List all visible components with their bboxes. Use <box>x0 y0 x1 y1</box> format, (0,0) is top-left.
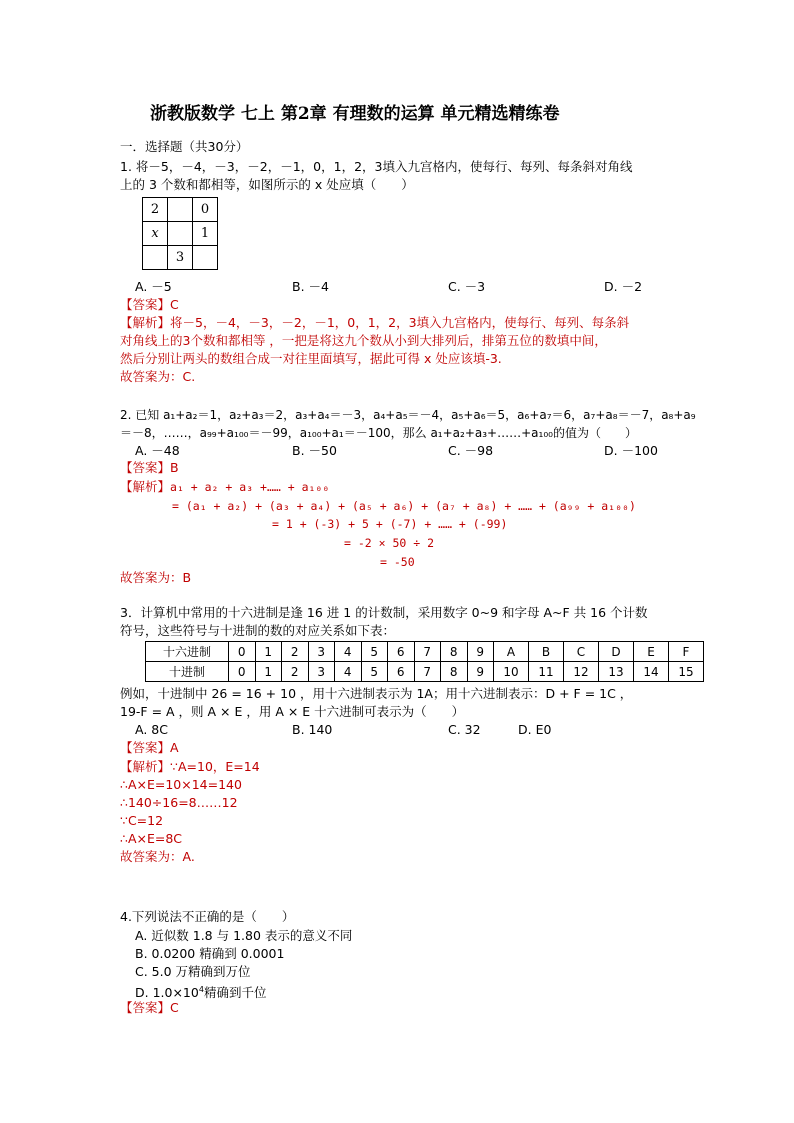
q3-stem-line3: 例如，十进制中 26 = 16 + 10 ，用十六进制表示为 1A；用十六进制表示：D + F = 1C ， <box>120 686 633 701</box>
section-heading: 一．选择题（共30分） <box>120 139 249 154</box>
hex-cell: C <box>564 642 599 662</box>
q1-option-b: B. －4 <box>292 279 329 294</box>
q3-analysis-line2: ∴A×E=10×14=140 <box>120 777 242 792</box>
answer-tag: 【答案】 <box>120 297 171 312</box>
hex-cell: D <box>599 642 634 662</box>
q2-answer <box>120 460 179 476</box>
hex-cell: B <box>529 642 564 662</box>
hex-cell: 8 <box>441 642 468 662</box>
grid-cell: 1 <box>193 222 218 246</box>
grid-cell: 3 <box>168 246 193 270</box>
answer-tag: 【答案】 <box>120 740 171 755</box>
q4-option-d <box>135 982 266 1001</box>
q2-analysis-step5: = -50 <box>380 555 415 569</box>
q2-analysis-step4: = -2 × 50 ÷ 2 <box>344 536 435 550</box>
hex-cell: 5 <box>361 642 388 662</box>
hex-cell: 0 <box>229 662 256 682</box>
hex-cell: 0 <box>229 642 256 662</box>
q2-analysis-step2: = (a₁ + a₂) + (a₃ + a₄) + (a₅ + a₆) + (a₇ + a₈) + …… + (a₉₉ + a₁₀₀) <box>172 499 636 513</box>
hex-table <box>145 641 704 682</box>
q1-stem-line1: 1. 将－5，－4，－3，－2，－1，0，1，2，3填入九宫格内，使每行、每列、每条斜对角线 <box>120 159 633 174</box>
grid-cell: x <box>143 222 168 246</box>
hex-cell: 6 <box>388 662 415 682</box>
page-title: 浙教版数学 七上 第2章 有理数的运算 单元精选精练卷 <box>150 104 560 124</box>
hex-cell: 9 <box>467 642 494 662</box>
grid-cell: 0 <box>193 198 218 222</box>
analysis-tag: 【解析】 <box>120 315 171 330</box>
hex-cell: 10 <box>494 662 529 682</box>
hex-cell: F <box>669 642 704 662</box>
q1-option-a: A. －5 <box>135 279 172 294</box>
hex-cell: 4 <box>335 642 362 662</box>
hex-cell: 8 <box>441 662 468 682</box>
answer-value: A <box>170 740 179 755</box>
q3-analysis-line1 <box>120 759 260 775</box>
hex-row-label: 十进制 <box>146 662 229 682</box>
q3-analysis-line3: ∴140÷16=8……12 <box>120 795 238 810</box>
hex-cell: 6 <box>388 642 415 662</box>
q1-option-d: D. －2 <box>604 279 643 294</box>
q4-stem: 4.下列说法不正确的是（ ） <box>120 909 295 924</box>
q2-stem-line2: ＝－8，……，a₉₉+a₁₀₀＝－99，a₁₀₀+a₁＝－100，那么 a₁+a₂+a₃+……+a₁₀₀的值为（ ） <box>120 426 637 440</box>
grid-row <box>143 246 218 270</box>
answer-value: C <box>170 1000 179 1015</box>
q2-stem-line1: 2. 已知 a₁+a₂＝1，a₂+a₃＝2，a₃+a₄＝－3，a₄+a₅＝－4，a₅+a₆＝5，a₆+a₇＝6，a₇+a₈＝－7，a₈+a₉ <box>120 408 696 422</box>
q4-answer <box>120 1000 179 1016</box>
q1-analysis-line1 <box>120 315 629 331</box>
hex-cell: 3 <box>308 642 335 662</box>
q3-option-a: A. 8C <box>135 722 168 737</box>
q3-option-c: C. 32 <box>448 722 481 737</box>
hex-cell: 12 <box>564 662 599 682</box>
hex-cell: 1 <box>255 662 282 682</box>
q3-stem-line1: 3．计算机中常用的十六进制是逢 16 进 1 的计数制，采用数字 0~9 和字母 A~F 共 16 个计数 <box>120 605 648 620</box>
grid-cell <box>168 198 193 222</box>
q2-analysis-step3: = 1 + (-3) + 5 + (-7) + …… + (-99) <box>272 517 508 531</box>
hex-cell: 15 <box>669 662 704 682</box>
grid-cell <box>168 222 193 246</box>
q4-option-b: B. 0.0200 精确到 0.0001 <box>135 946 285 961</box>
grid-row <box>143 222 218 246</box>
grid-cell <box>193 246 218 270</box>
analysis-tag: 【解析】 <box>120 759 171 774</box>
answer-tag: 【答案】 <box>120 1000 171 1015</box>
hex-cell: 5 <box>361 662 388 682</box>
q1-analysis-line2: 对角线上的3个数和都相等 ，一把是将这九个数从小到大排列后，排第五位的数填中间， <box>120 333 607 348</box>
hex-cell: 3 <box>308 662 335 682</box>
q3-option-d: D. E0 <box>518 722 552 737</box>
q2-option-b: B. －50 <box>292 443 337 458</box>
q3-conclusion: 故答案为：A. <box>120 849 195 864</box>
q3-answer <box>120 740 179 756</box>
hex-cell: 11 <box>529 662 564 682</box>
answer-tag: 【答案】 <box>120 460 171 475</box>
hex-row-label: 十六进制 <box>146 642 229 662</box>
grid-cell <box>143 246 168 270</box>
q3-stem-line4: 19-F = A ，则 A × E ，用 A × E 十六进制可表示为（ ） <box>120 704 465 719</box>
exponent: 4 <box>198 985 204 994</box>
hex-cell: 2 <box>282 642 309 662</box>
analysis-step: a₁ + a₂ + a₃ +…… + a₁₀₀ <box>170 480 330 494</box>
hex-cell: 14 <box>634 662 669 682</box>
option-text: D. 1.0×10 <box>135 985 199 1001</box>
q1-answer <box>120 297 179 313</box>
answer-value: B <box>170 460 179 475</box>
magic-square-grid <box>142 197 218 270</box>
q1-stem-line2: 上的 3 个数和都相等，如图所示的 x 处应填（ ） <box>120 177 414 192</box>
q4-option-a: A. 近似数 1.8 与 1.80 表示的意义不同 <box>135 928 353 943</box>
hex-cell: 1 <box>255 642 282 662</box>
analysis-text: 将－5，－4，－3，－2，－1，0，1，2，3填入九宫格内，使每行、每列、每条斜 <box>170 315 630 330</box>
hex-cell: 13 <box>599 662 634 682</box>
q4-option-c: C. 5.0 万精确到万位 <box>135 964 251 979</box>
q1-analysis-line3: 然后分别让两头的数组合成一对往里面填写，据此可得 x 处应该填-3. <box>120 351 502 366</box>
hex-cell: E <box>634 642 669 662</box>
hex-cell: 9 <box>467 662 494 682</box>
q3-option-b: B. 140 <box>292 722 333 737</box>
hex-cell: 7 <box>414 642 441 662</box>
hex-cell: 7 <box>414 662 441 682</box>
q1-conclusion: 故答案为：C. <box>120 369 196 384</box>
hex-row <box>146 662 704 682</box>
q2-option-c: C. －98 <box>448 443 494 458</box>
analysis-tag: 【解析】 <box>120 479 171 494</box>
hex-cell: A <box>494 642 529 662</box>
q3-stem-line2: 符号，这些符号与十进制的数的对应关系如下表： <box>120 623 396 638</box>
grid-row <box>143 198 218 222</box>
grid-cell: 2 <box>143 198 168 222</box>
q2-option-d: D. －100 <box>604 443 658 458</box>
q3-analysis-line4: ∵C=12 <box>120 813 164 828</box>
hex-row <box>146 642 704 662</box>
q2-option-a: A. －48 <box>135 443 180 458</box>
q2-analysis-line1 <box>120 479 329 495</box>
hex-cell: 2 <box>282 662 309 682</box>
hex-cell: 4 <box>335 662 362 682</box>
option-text: 精确到千位 <box>203 985 267 1001</box>
q3-analysis-line5: ∴A×E=8C <box>120 831 183 846</box>
q1-option-c: C. －3 <box>448 279 486 294</box>
analysis-text: ∵A=10，E=14 <box>170 759 260 774</box>
answer-value: C <box>170 297 179 312</box>
q2-conclusion: 故答案为：B <box>120 570 192 585</box>
